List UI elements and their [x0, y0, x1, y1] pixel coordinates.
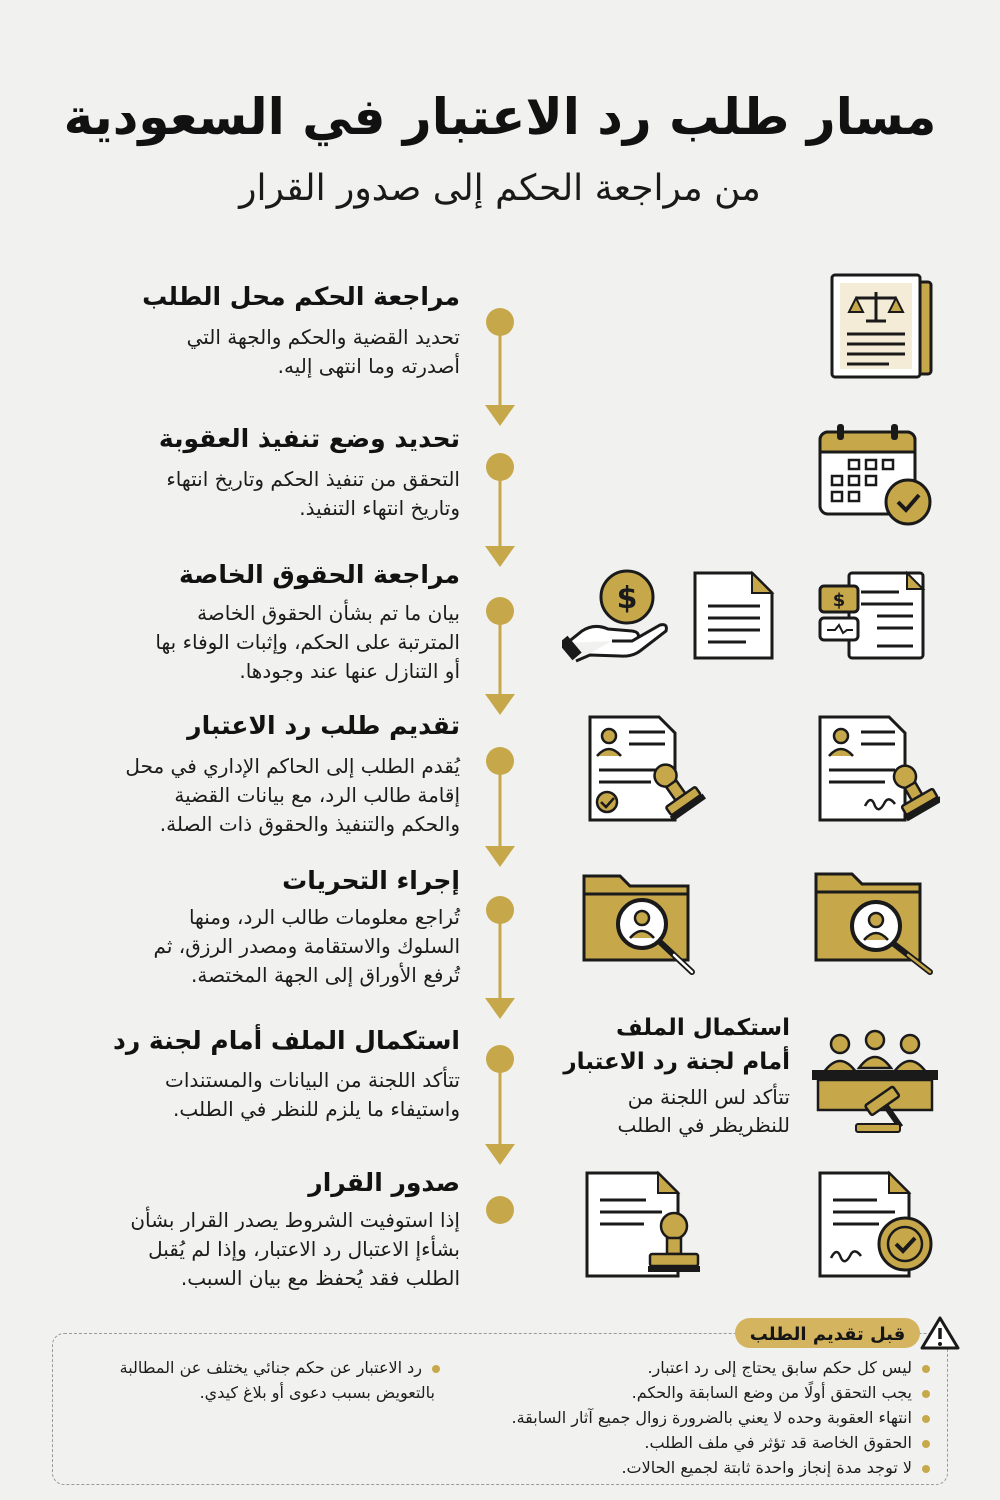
note-item: لا توجد مدة إنجاز واحدة ثابتة لجميع الحالات.	[621, 1455, 930, 1480]
note-item-left: رد الاعتبار عن حكم جنائي يختلف عن المطالبة	[120, 1355, 440, 1380]
timeline-dot	[486, 747, 514, 775]
timeline-dot	[486, 1196, 514, 1224]
bullet	[922, 1465, 930, 1473]
step-5-body: تُراجع معلومات طالب الرد، ومنها السلوك والاستقامة ومصدر الرزق، ثم تُرفع الأوراق إلى الجهة المختصة.	[153, 905, 460, 987]
step-3-body: بيان ما تم بشأن الحقوق الخاصة المترتبة على الحكم، وإثبات الوفاء بها أو التنازل عنها عند وجودها.	[155, 601, 460, 683]
notes-header	[735, 1316, 960, 1350]
payment-hand-icon	[562, 565, 672, 665]
bullet	[922, 1365, 930, 1373]
step-7-body: إذا استوفيت الشروط يصدر القرار بشأن بشأءإ الاعتبال رد الاعتبار، وإذا لم يُقبل الطلب فقد يُحفظ مع بيان السبب.	[130, 1208, 460, 1290]
svg-text:$: $	[832, 590, 846, 611]
step-6-side-body: تتأكد لس اللجنة من للنظريظر في الطلب	[617, 1085, 790, 1137]
step-1-title: مراجعة الحكم محل الطلب	[142, 282, 460, 311]
notes-heading-pill	[735, 1318, 920, 1348]
folder-search-icon	[580, 868, 710, 983]
committee-gavel-icon	[808, 1028, 943, 1133]
svg-text:$: $	[616, 581, 638, 616]
note-item: يجب التحقق أولًا من وضع السابقة والحكم.	[632, 1380, 930, 1405]
timeline	[470, 300, 530, 1240]
page-title: مسار طلب رد الاعتبار في السعودية	[63, 88, 937, 146]
folder-search-icon	[812, 868, 942, 983]
approved-document-icon	[815, 1168, 940, 1283]
note-item: الحقوق الخاصة قد تؤثر في ملف الطلب.	[644, 1430, 930, 1455]
step-6-side-title: استكمال الملف أمام لجنة رد الاعتبار	[563, 1015, 790, 1075]
legal-document-scales-icon	[825, 270, 940, 385]
timeline-dot	[486, 597, 514, 625]
page-subtitle: من مراجعة الحكم إلى صدور القرار	[239, 168, 761, 209]
notes-heading: قبل تقديم الطلب	[749, 1324, 906, 1345]
step-2-body: التحقق من تنفيذ الحكم وتاريخ انتهاء وتاريخ انتهاء التنفيذ.	[166, 467, 460, 520]
timeline-dot	[486, 1045, 514, 1073]
step-7-title: صدور القرار	[308, 1168, 460, 1197]
bullet	[922, 1390, 930, 1398]
stamped-document-icon	[582, 1168, 712, 1283]
step-6-title: استكمال الملف أمام لجنة رد	[113, 1026, 460, 1055]
money-document-icon	[815, 568, 930, 663]
note-item: ليس كل حكم سابق يحتاج إلى رد اعتبار.	[647, 1355, 930, 1380]
calendar-check-icon	[815, 422, 940, 527]
timeline-dot	[486, 453, 514, 481]
warning-icon	[920, 1316, 960, 1350]
step-2-title: تحديد وضع تنفيذ العقوبة	[158, 424, 460, 453]
document-icon	[690, 568, 780, 663]
timeline-dot	[486, 896, 514, 924]
step-6-body: تتأكد اللجنة من البيانات والمستندات واستيفاء ما يلزم للنظر في الطلب.	[165, 1068, 460, 1121]
step-3-title: مراجعة الحقوق الخاصة	[179, 560, 460, 589]
step-1-body: تحديد القضية والحكم والجهة التي أصدرته وما انتهى إليه.	[186, 325, 460, 378]
note-item-left-continued: بالتعويض بسبب دعوى أو بلاغ كيدي.	[199, 1383, 435, 1402]
profile-form-stamp-icon	[815, 712, 940, 827]
bullet	[922, 1415, 930, 1423]
timeline-dot	[486, 308, 514, 336]
bullet	[432, 1365, 440, 1373]
step-4-title: تقديم طلب رد الاعتبار	[187, 711, 460, 740]
application-form-stamp-icon	[585, 712, 710, 827]
note-item: انتهاء العقوبة وحده لا يعني بالضرورة زوال جميع آثار السابقة.	[512, 1405, 931, 1430]
step-4-body: يُقدم الطلب إلى الحاكم الإداري في محل إقامة طالب الرد، مع بيانات القضية والحكم والتنفيذ والحقوق ذات الصلة.	[125, 754, 460, 836]
step-5-title: إجراء التحريات	[282, 866, 460, 895]
bullet	[922, 1440, 930, 1448]
